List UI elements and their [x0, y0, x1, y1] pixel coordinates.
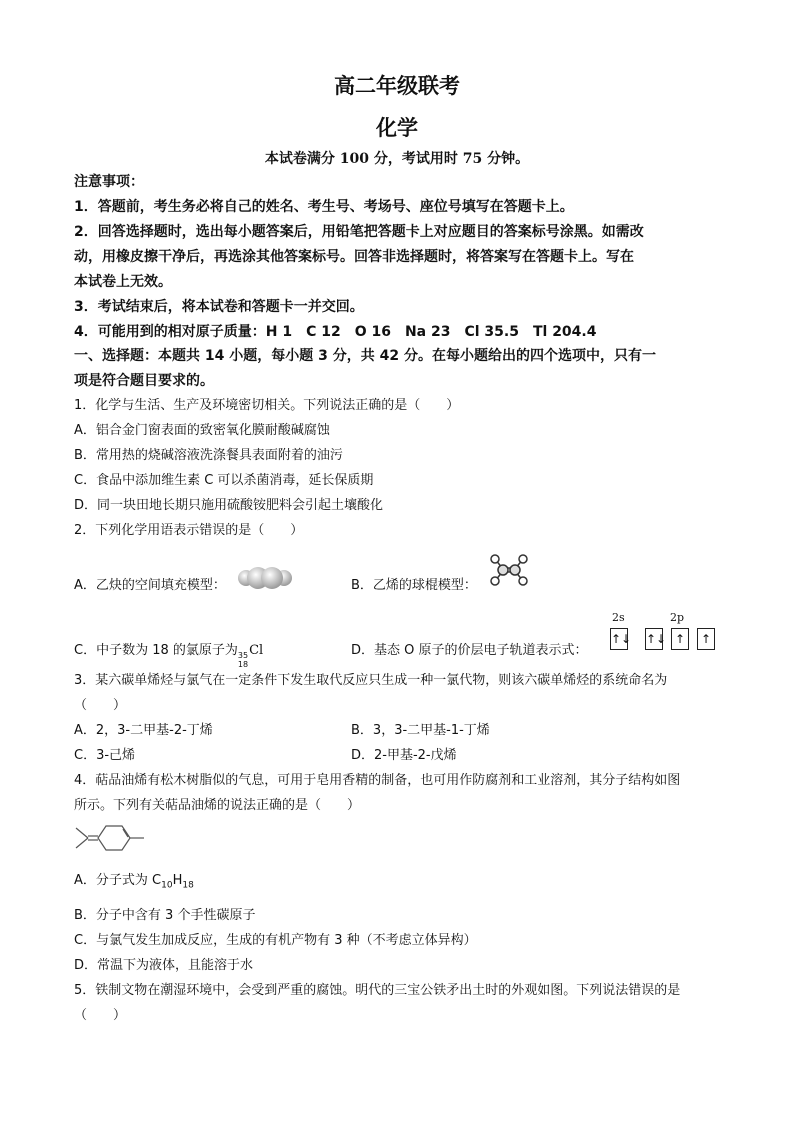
mass-number: 35: [237, 651, 249, 660]
terpinolene-structure: [74, 822, 150, 854]
q4-stem-cont: 所示。下列有关萜品油烯的说法正确的是（ ）: [74, 798, 361, 813]
q3-stem-cont: （ ）: [74, 698, 127, 713]
q1-stem: 1．化学与生活、生产及环境密切相关。下列说法正确的是（ ）: [74, 398, 460, 413]
q3-option-d: D．2-甲基-2-戊烯: [351, 748, 457, 763]
notice-item-2c: 本试卷上无效。: [74, 274, 172, 290]
q4-option-a-text: A．分子式为 C: [74, 873, 162, 888]
chlorine-isotope-indices: [238, 651, 248, 669]
q4-stem: 4．萜品油烯有松木树脂似的气息，可用于皂用香精的制备，也可用作防腐剂和工业溶剂，其分子结构如图: [74, 773, 681, 788]
acetylene-space-filling-model: [236, 565, 294, 591]
q3-option-b: B．3，3-二甲基-1-丁烯: [351, 723, 490, 738]
exam-info: 本试卷满分 100 分，考试用时 75 分钟。: [264, 151, 530, 167]
atomic-number: 18: [237, 660, 249, 669]
orbital-2p-box-2: ↑: [671, 628, 689, 650]
notice-heading: 注意事项：: [74, 174, 144, 190]
element-symbol: Cl: [249, 643, 264, 658]
q2-option-c-text: C．中子数为 18 的氯原子为: [74, 643, 238, 658]
notice-item-2a: 2．回答选择题时，选出每小题答案后，用铅笔把答题卡上对应题目的答案标号涂黑。如需改: [74, 224, 644, 240]
exam-title: 高二年级联考: [334, 74, 460, 98]
q4-option-a: [74, 871, 734, 896]
ethylene-ball-stick-model: [486, 552, 532, 588]
q2-option-d: D．基态 O 原子的价层电子轨道表示式：: [351, 643, 588, 658]
orbital-2p-box-1: ↑↓: [645, 628, 663, 650]
orbital-2p-box-3: ↑: [697, 628, 715, 650]
q3-stem: 3．某六碳单烯烃与氯气在一定条件下发生取代反应只生成一种一氯代物，则该六碳单烯烃的系统命名为: [74, 673, 668, 688]
q3-option-c: C．3-己烯: [74, 748, 136, 763]
section-heading: 一、选择题：本题共 14 小题，每小题 3 分，共 42 分。在每小题给出的四个选项中，只有一: [74, 348, 656, 364]
orbital-2s-label: 2s: [612, 611, 625, 624]
q2-option-a: A．乙炔的空间填充模型：: [74, 578, 226, 593]
q1-option-a: A．铝合金门窗表面的致密氧化膜耐酸碱腐蚀: [74, 423, 330, 438]
notice-item-3: 3．考试结束后，将本试卷和答题卡一并交回。: [74, 299, 364, 315]
subject-title: 化学: [376, 116, 418, 140]
notice-item-4: 4．可能用到的相对原子质量：H 1 C 12 O 16 Na 23 Cl 35.5 Tl 204.4: [74, 324, 597, 340]
q4-option-b: B．分子中含有 3 个手性碳原子: [74, 908, 256, 923]
hydrogen-symbol: H: [172, 873, 183, 888]
q5-stem: 5．铁制文物在潮湿环境中，会受到严重的腐蚀。明代的三宝公铁矛出土时的外观如图。下列说法错误的是: [74, 983, 681, 998]
orbital-2s-box: ↑↓: [610, 628, 628, 650]
q2-option-b: B．乙烯的球棍模型：: [351, 578, 477, 593]
q2-stem: 2．下列化学用语表示错误的是（ ）: [74, 523, 304, 538]
carbon-count: 10: [161, 880, 173, 891]
notice-item-1: 1．答题前，考生务必将自己的姓名、考生号、考场号、座位号填写在答题卡上。: [74, 199, 574, 215]
q1-option-c: C．食品中添加维生素 C 可以杀菌消毒，延长保质期: [74, 473, 374, 488]
orbital-2p-label: 2p: [670, 611, 685, 624]
q4-option-c: C．与氯气发生加成反应，生成的有机产物有 3 种（不考虑立体异构）: [74, 933, 477, 948]
q4-option-d: D．常温下为液体，且能溶于水: [74, 958, 254, 973]
q1-option-d: D．同一块田地长期只施用硫酸铵肥料会引起土壤酸化: [74, 498, 384, 513]
q1-option-b: B．常用热的烧碱溶液洗涤餐具表面附着的油污: [74, 448, 343, 463]
q5-stem-cont: （ ）: [74, 1008, 127, 1023]
section-heading-cont: 项是符合题目要求的。: [74, 373, 214, 389]
q3-option-a: A．2，3-二甲基-2-丁烯: [74, 723, 213, 738]
hydrogen-count: 18: [182, 880, 194, 891]
notice-item-2b: 动，用橡皮擦干净后，再选涂其他答案标号。回答非选择题时，将答案写在答题卡上。写在: [74, 249, 634, 265]
